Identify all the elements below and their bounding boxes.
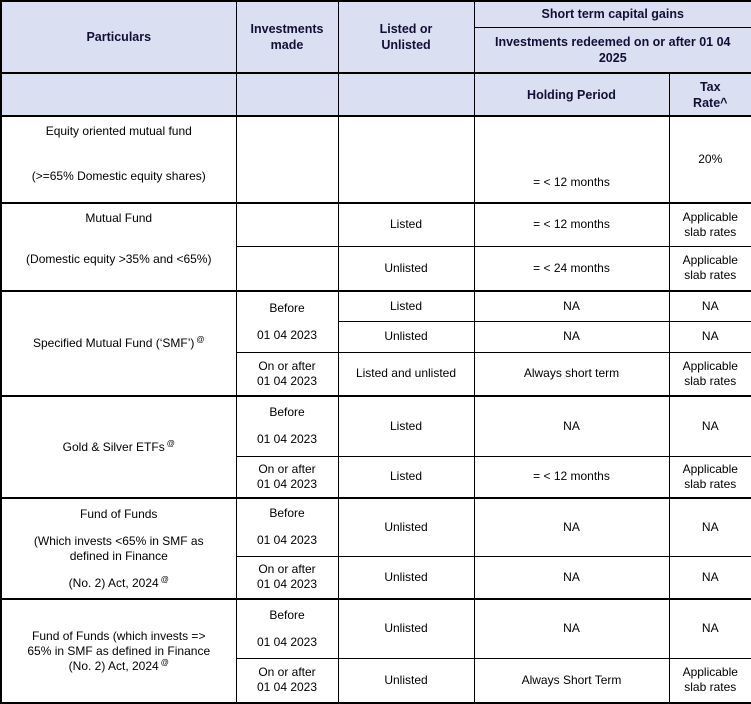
cell-investments-made-before bbox=[236, 498, 338, 556]
text-line: 01 04 2023 bbox=[256, 373, 318, 388]
cell-listed: Unlisted bbox=[338, 658, 474, 703]
cell-holding-period: NA bbox=[474, 291, 669, 321]
header-row-columns bbox=[1, 73, 751, 116]
text-line: Before bbox=[269, 405, 305, 420]
cell-holding-period: Always Short Term bbox=[474, 658, 669, 703]
cell-holding-period: NA bbox=[474, 498, 669, 556]
header-tax-rate bbox=[669, 73, 751, 116]
cell-tax-rate: NA bbox=[669, 291, 751, 321]
row-gold-before bbox=[1, 396, 751, 456]
text-line: 01 04 2023 bbox=[256, 476, 318, 491]
cell-particulars-fof-lt65 bbox=[1, 498, 236, 599]
row-smf-before-listed bbox=[1, 291, 751, 321]
cell-listed: Listed bbox=[338, 456, 474, 498]
text-line: On or after bbox=[258, 461, 316, 476]
cell-listed: Listed bbox=[338, 291, 474, 321]
header-empty-particulars bbox=[1, 73, 236, 116]
cell-particulars-gold-silver-etf bbox=[1, 396, 236, 498]
text-line: (>=65% Domestic equity shares) bbox=[31, 169, 206, 183]
text-line: 01 04 2023 bbox=[256, 533, 318, 548]
header-listed-or-unlisted bbox=[338, 1, 474, 73]
cell-holding-period: NA bbox=[474, 321, 669, 352]
text-line: Mutual Fund bbox=[85, 211, 153, 225]
cell-tax-rate: Applicable slab rates bbox=[669, 456, 751, 498]
cell-listed: Unlisted bbox=[338, 498, 474, 556]
text-line: On or after bbox=[258, 358, 316, 373]
cell-investments-made-empty bbox=[236, 203, 338, 246]
text-line: Equity oriented mutual fund bbox=[45, 124, 192, 138]
row-mutual-fund-listed bbox=[1, 203, 751, 246]
text-line: Before bbox=[269, 300, 305, 315]
cell-investments-made-empty bbox=[236, 246, 338, 291]
text-line: Investments redeemed on or after 01 04 2025 bbox=[494, 34, 731, 65]
cell-holding-period: = < 12 months bbox=[474, 203, 669, 246]
cell-tax-rate: 20% bbox=[669, 116, 751, 203]
text-line: Before bbox=[269, 506, 305, 521]
cell-holding-period: = < 12 months bbox=[474, 456, 669, 498]
cell-tax-rate: NA bbox=[669, 498, 751, 556]
cell-investments-made-after bbox=[236, 556, 338, 599]
text-line: (Which invests <65% in SMF as defined in Finance bbox=[33, 533, 204, 563]
cell-tax-rate: Applicable slab rates bbox=[669, 203, 751, 246]
cell-tax-rate: NA bbox=[669, 321, 751, 352]
cell-investments-made-before bbox=[236, 291, 338, 352]
cell-tax-rate: NA bbox=[669, 599, 751, 658]
header-stcg-subtitle bbox=[474, 27, 751, 73]
cell-holding-period: NA bbox=[474, 556, 669, 599]
cell-holding-period: Always short term bbox=[474, 352, 669, 396]
cell-investments-made-empty bbox=[236, 116, 338, 203]
cell-tax-rate: Applicable slab rates bbox=[669, 658, 751, 703]
row-equity-oriented-mf bbox=[1, 116, 751, 203]
cell-investments-made-before bbox=[236, 599, 338, 658]
cell-holding-period: = < 24 months bbox=[474, 246, 669, 291]
text-line: Gold & Silver ETFs @ bbox=[62, 438, 175, 454]
cell-particulars-smf bbox=[1, 291, 236, 396]
text-line: On or after bbox=[258, 665, 316, 680]
header-empty-listed bbox=[338, 73, 474, 116]
text-line: 01 04 2023 bbox=[256, 432, 318, 447]
header-investments-made: Investments made bbox=[236, 1, 338, 73]
header-holding-period: Holding Period bbox=[474, 73, 669, 116]
header-empty-investments bbox=[236, 73, 338, 116]
text-line: Fund of Funds bbox=[80, 506, 158, 521]
cell-listed: Unlisted bbox=[338, 599, 474, 658]
header-row-top bbox=[1, 1, 751, 27]
text-line: Tax bbox=[699, 79, 721, 94]
text-line: Fund of Funds (which invests => bbox=[32, 628, 206, 643]
text-line: 01 04 2023 bbox=[256, 680, 318, 695]
cell-tax-rate: NA bbox=[669, 396, 751, 456]
header-stcg-title: Short term capital gains bbox=[474, 1, 751, 27]
row-fof-lt65-before bbox=[1, 498, 751, 556]
text-line: Unlisted bbox=[381, 38, 431, 52]
cell-particulars-equity bbox=[1, 116, 236, 203]
cell-listed-empty bbox=[338, 116, 474, 203]
text-line: Before bbox=[269, 607, 305, 622]
cell-holding-period: NA bbox=[474, 396, 669, 456]
cell-listed: Listed and unlisted bbox=[338, 352, 474, 396]
text-line: (No. 2) Act, 2024 @ bbox=[68, 657, 169, 673]
cell-investments-made-after bbox=[236, 456, 338, 498]
cell-listed: Unlisted bbox=[338, 321, 474, 352]
cell-listed: Listed bbox=[338, 396, 474, 456]
text-line: 01 04 2023 bbox=[256, 327, 318, 342]
cell-tax-rate: NA bbox=[669, 556, 751, 599]
cell-holding-period: NA bbox=[474, 599, 669, 658]
cell-listed: Unlisted bbox=[338, 246, 474, 291]
text-line: 01 04 2023 bbox=[256, 634, 318, 649]
text-line: On or after bbox=[258, 562, 316, 577]
footnote-marker: @ bbox=[160, 574, 169, 584]
text-line: (No. 2) Act, 2024 @ bbox=[68, 574, 169, 590]
cell-particulars-mutual-fund bbox=[1, 203, 236, 291]
cell-listed: Listed bbox=[338, 203, 474, 246]
cell-tax-rate: Applicable slab rates bbox=[669, 352, 751, 396]
footnote-marker: @ bbox=[196, 335, 205, 344]
cell-holding-period: = < 12 months bbox=[474, 116, 669, 203]
cell-particulars-fof-ge65 bbox=[1, 599, 236, 703]
cell-tax-rate: Applicable slab rates bbox=[669, 246, 751, 291]
text-line: 01 04 2023 bbox=[256, 577, 318, 592]
row-fof-ge65-before bbox=[1, 599, 751, 658]
text-line: 65% in SMF as defined in Finance bbox=[27, 643, 211, 658]
cell-investments-made-after bbox=[236, 658, 338, 703]
footnote-marker: @ bbox=[160, 657, 169, 667]
text-line: Specified Mutual Fund (‘SMF’) @ bbox=[32, 335, 205, 350]
text-line: (Domestic equity >35% and <65%) bbox=[26, 252, 212, 266]
footnote-marker: @ bbox=[166, 438, 175, 448]
text-line: Rate^ bbox=[693, 95, 728, 110]
header-particulars: Particulars bbox=[1, 1, 236, 73]
cell-listed: Unlisted bbox=[338, 556, 474, 599]
text-line: Listed or bbox=[379, 22, 433, 36]
cell-investments-made-after bbox=[236, 352, 338, 396]
cell-investments-made-before bbox=[236, 396, 338, 456]
